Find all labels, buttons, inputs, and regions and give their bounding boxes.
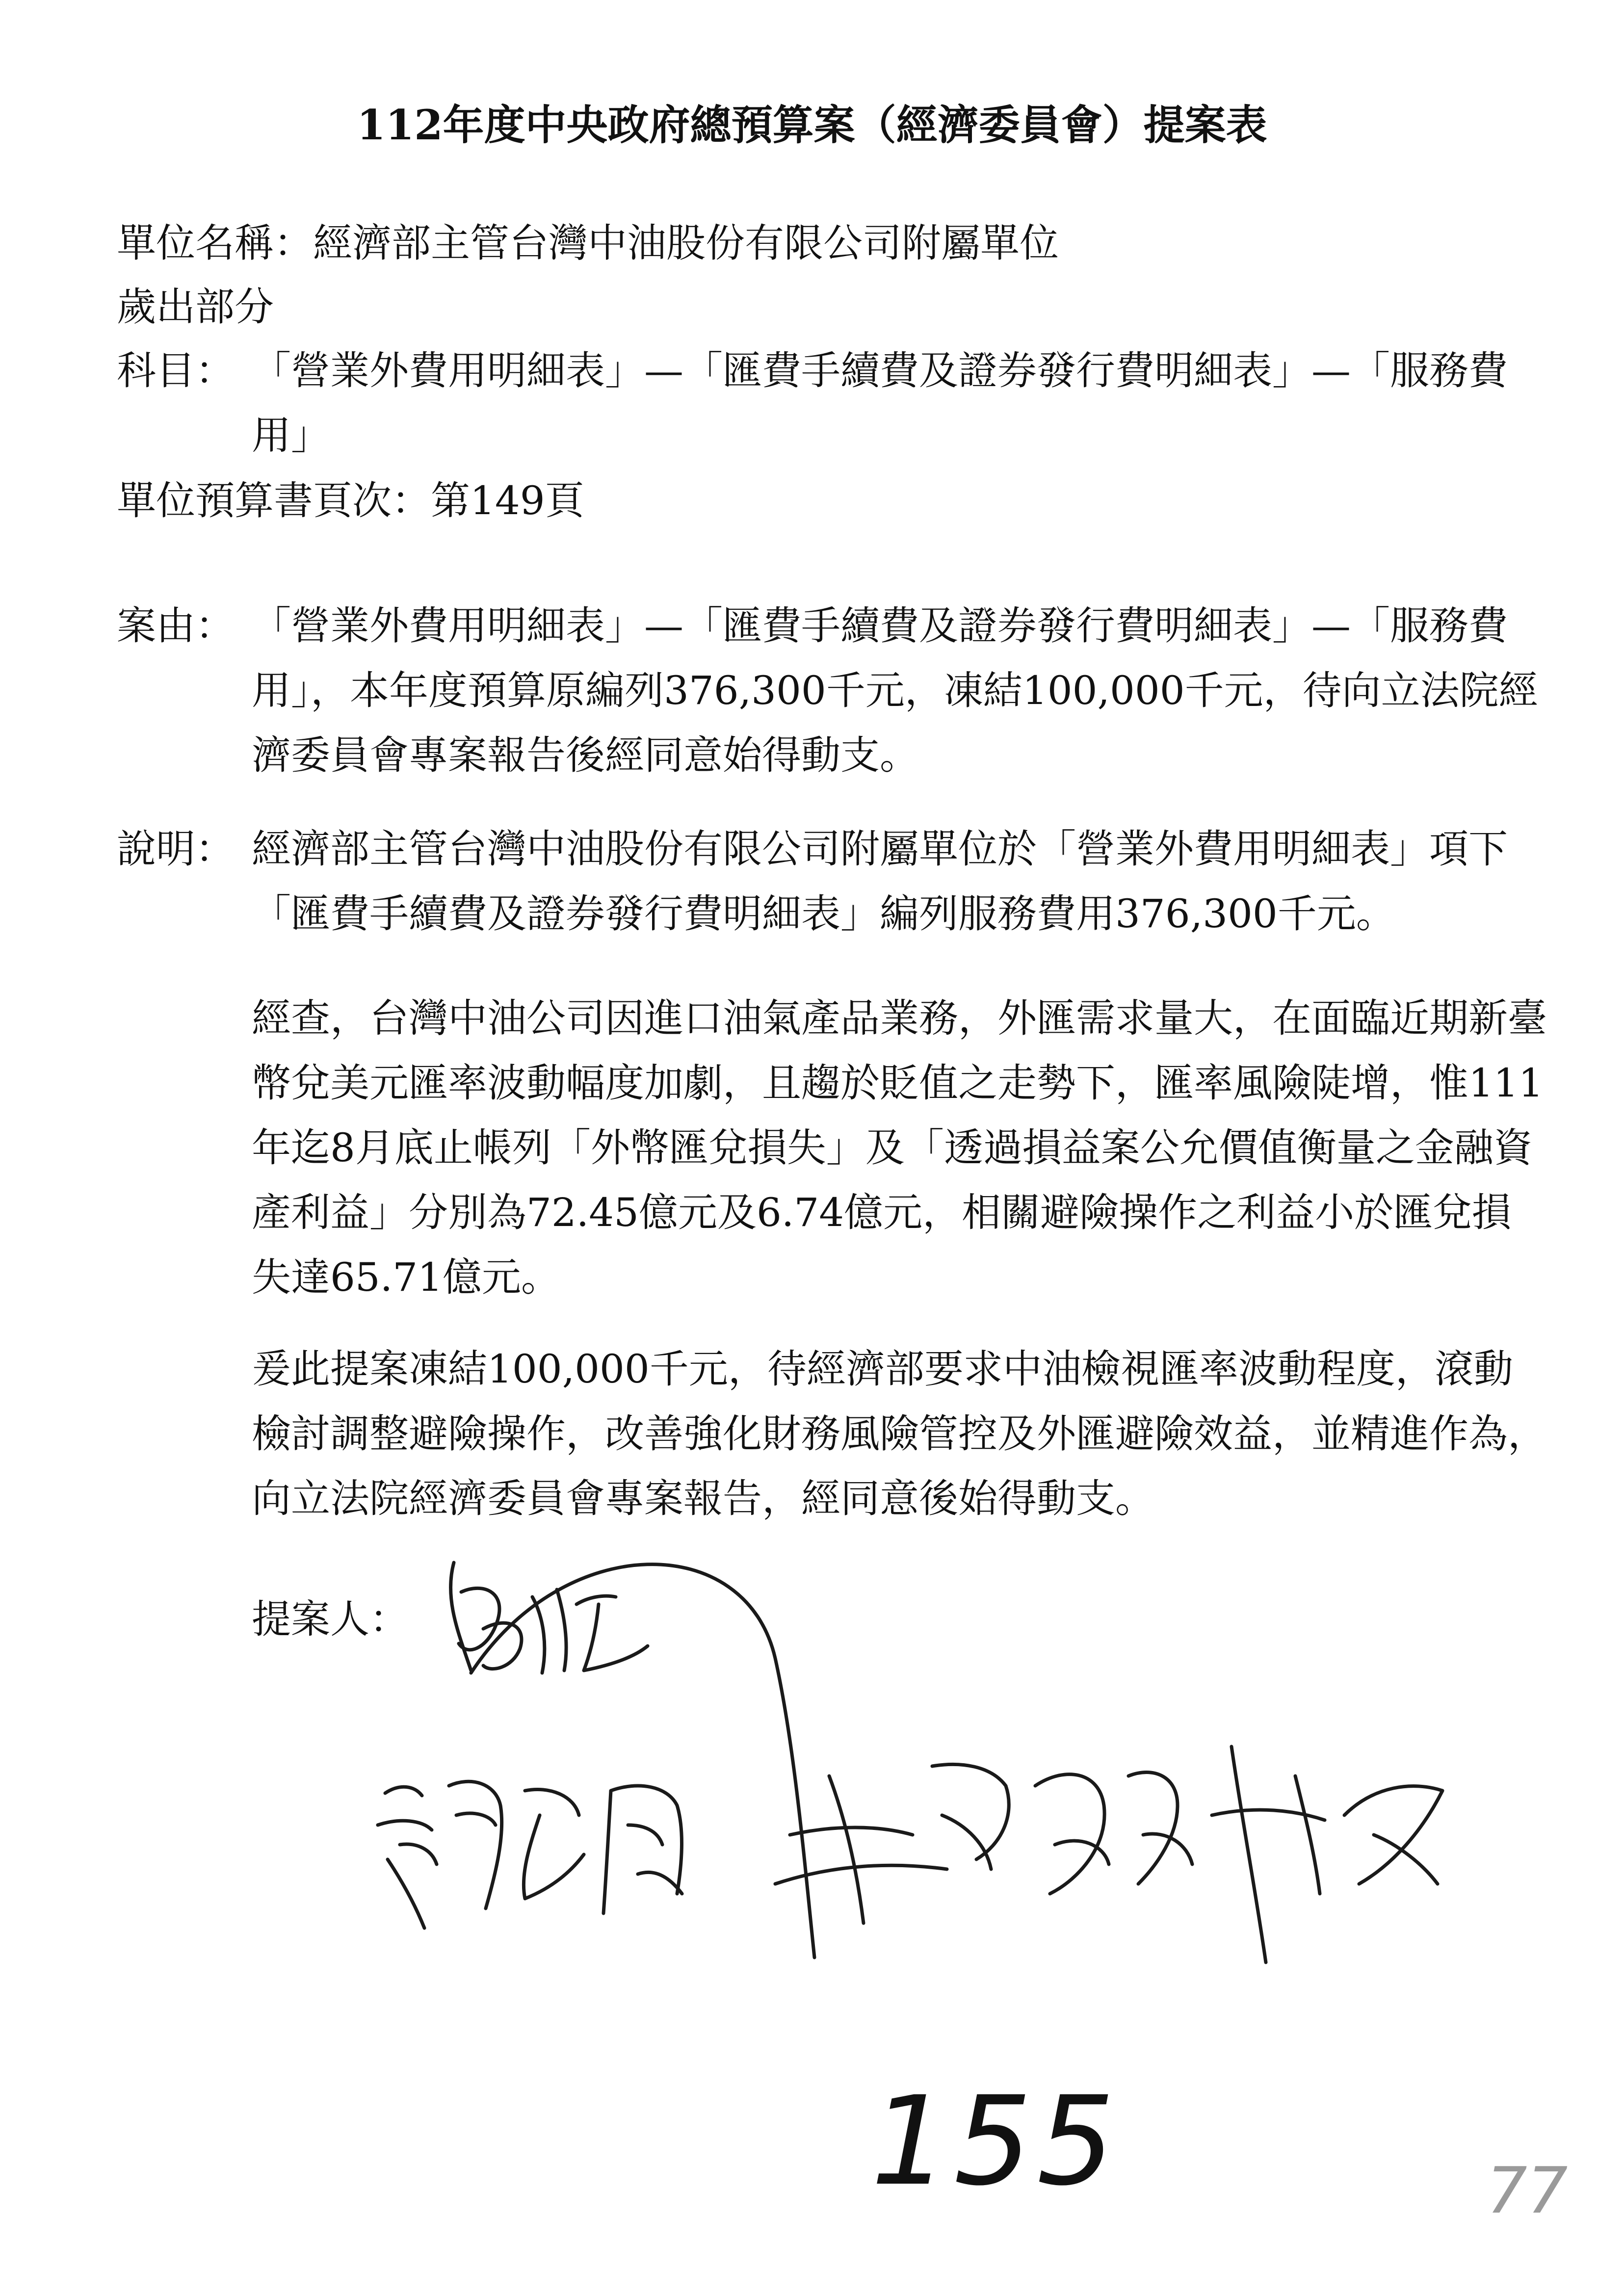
explanation-paragraph-2: 經查，台灣中油公司因進口油氣產品業務，外匯需求量大，在面臨近期新臺幣兌美元匯率波動幅度加劇，且趨於貶值之走勢下，匯率風險陡增，惟111年迄8月底止帳列「外幣匯兌損失」及「透過損益案公允價值衡量之金融資產利益」分別為72.45億元及6.74億元，相關避險操作之利益小於匯兌損失達65.71億元。: [252, 995, 1547, 1300]
section-label: 歲出部分: [117, 284, 274, 330]
subject-label: 科目：: [117, 348, 235, 393]
signature-3: [775, 1747, 1442, 1962]
explanation-paragraph-1: 經濟部主管台灣中油股份有限公司附屬單位於「營業外費用明細表」項下「匯費手續費及證券發行費明細表」編列服務費用376,300千元。: [252, 826, 1508, 937]
budget-page-ref: 單位預算書頁次：第149頁: [117, 478, 584, 523]
page-title: 112年度中央政府總預算案（經濟委員會）提案表: [357, 101, 1267, 149]
explanation-label: 說明：: [117, 826, 235, 872]
cause-text: 「營業外費用明細表」—「匯費手續費及證券發行費明細表」—「服務費用」，本年度預算原編列376,300千元，凍結100,000千元，待向立法院經濟委員會專案報告後經同意始得動支。: [252, 603, 1538, 778]
cause-label: 案由：: [117, 603, 235, 649]
handwritten-corner-number: 77: [1487, 2153, 1568, 2228]
handwritten-page-number: 155: [871, 2070, 1120, 2213]
proposer-label: 提案人：: [252, 1596, 409, 1642]
unit-name: 單位名稱：經濟部主管台灣中油股份有限公司附屬單位: [117, 220, 1059, 266]
explanation-paragraph-3: 爰此提案凍結100,000千元，待經濟部要求中油檢視匯率波動程度，滾動檢討調整避險操作，改善強化財務風險管控及外匯避險效益，並精進作為，向立法院經濟委員會專案報告，經同意後始得動支。: [252, 1346, 1547, 1521]
subject-text: 「營業外費用明細表」—「匯費手續費及證券發行費明細表」—「服務費用」: [252, 348, 1508, 458]
signature-1: [450, 1563, 814, 1957]
signature-2: [378, 1781, 682, 1928]
